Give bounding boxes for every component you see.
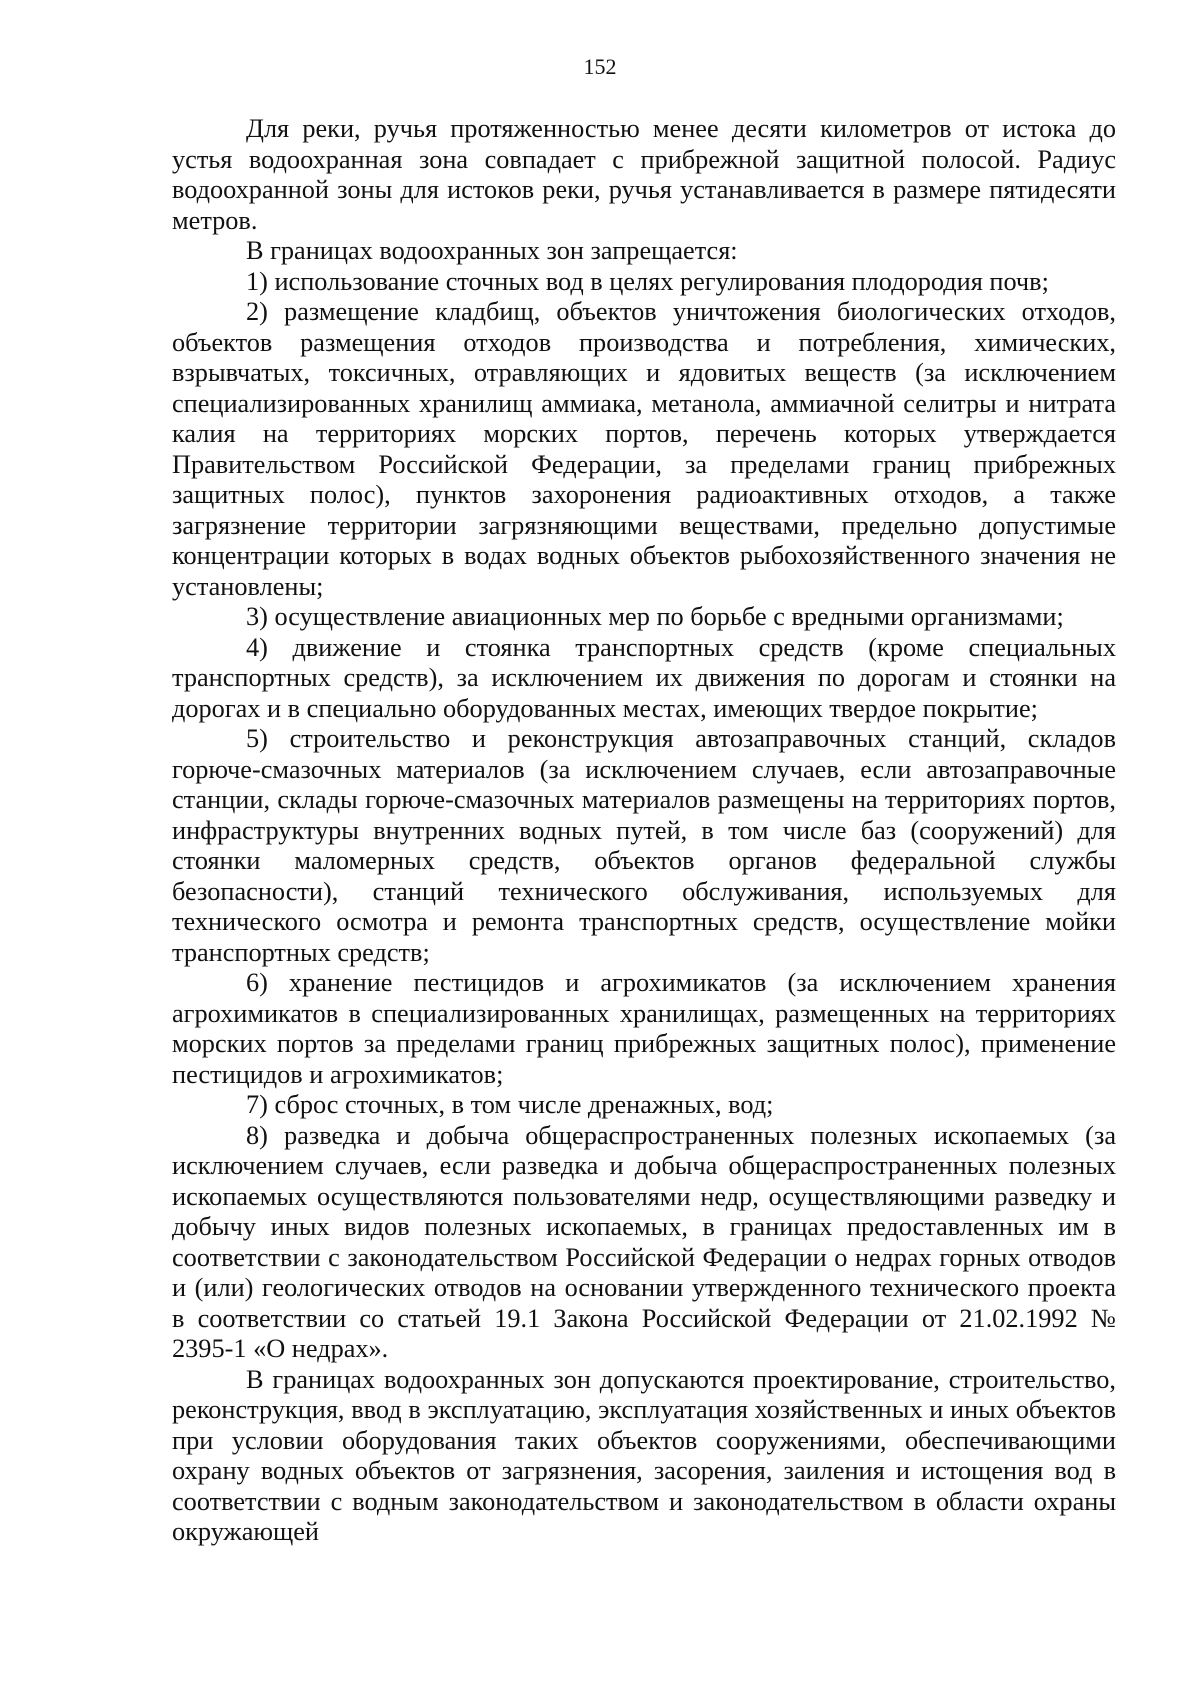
page-number: 152	[583, 54, 617, 79]
paragraph-prohibitions-heading: В границах водоохранных зон запрещается:	[246, 236, 738, 265]
paragraph-river-water-protection-zone: Для реки, ручья протяженностью менее десяти километров от истока до устья водоохранная зона совпадает с прибрежной защитной полосой. Радиус водоохранной зоны для истоков реки, ручья устанавливается в размере пятидесяти метров.	[172, 114, 1116, 235]
list-item-3: 3) осуществление авиационных мер по борьбе с вредными организмами;	[246, 602, 1064, 631]
document-body	[172, 114, 1116, 1548]
list-item-6: 6) хранение пестицидов и агрохимикатов (за исключением хранения агрохимикатов в специализированных хранилищах, размещенных на территориях морских портов за пределами границ прибрежных защитных полос), применение пестицидов и агрохимикатов;	[172, 968, 1116, 1089]
list-item-1: 1) использование сточных вод в целях регулирования плодородия почв;	[246, 266, 1049, 296]
list-item-2: 2) размещение кладбищ, объектов уничтожения биологических отходов, объектов размещения отходов производства и потребления, химических, взрывчатых, токсичных, отравляющих и ядовитых веществ (за исключением специализированных хранилищ аммиака, метанола, аммиачной селитры и нитрата калия на территориях морских портов, перечень которых утверждается Правительством Российской Федерации, за пределами границ прибрежных защитных полос), пунктов захоронения радиоактивных отходов, а также загрязнение территории загрязняющими веществами, предельно допустимые концентрации которых в водах водных объектов рыбохозяйственного значения не установлены;	[172, 297, 1116, 601]
list-item-8: 8) разведка и добыча общераспространенных полезных ископаемых (за исключением случаев, если разведка и добыча общераспространенных полезных ископаемых осуществляются пользователями недр, осуществляющими разведку и добычу иных видов полезных ископаемых, в границах предоставленных им в соответствии с законодательством Российской Федерации о недрах горных отводов и (или) геологических отводов на основании утвержденного технического проекта в соответствии со статьей 19.1 Закона Российской Федерации от 21.02.1992 № 2395-1 «О недрах».	[172, 1120, 1116, 1363]
list-item-5: 5) строительство и реконструкция автозаправочных станций, складов горюче-смазочных материалов (за исключением случаев, если автозаправочные станции, склады горюче-смазочных материалов размещены на территориях портов, инфраструктуры внутренних водных путей, в том числе баз (сооружений) для стоянки маломерных средств, объектов органов федеральной службы безопасности), станций технического обслуживания, используемых для технического осмотра и ремонта транспортных средств, осуществление мойки транспортных средств;	[172, 724, 1116, 967]
list-item-7: 7) сброс сточных, в том числе дренажных, вод;	[246, 1090, 774, 1119]
paragraph-permitted-activities: В границах водоохранных зон допускаются проектирование, строительство, реконструкция, ввод в эксплуатацию, эксплуатация хозяйственных и иных объектов при условии оборудования таких объектов сооружениями, обеспечивающими охрану водных объектов от загрязнения, засорения, заиления и истощения вод в соответствии с водным законодательством и законодательством в области охраны окружающей	[172, 1364, 1116, 1546]
list-item-4: 4) движение и стоянка транспортных средств (кроме специальных транспортных средств), за исключением их движения по дорогам и стоянки на дорогах и в специально оборудованных местах, имеющих твердое покрытие;	[172, 632, 1116, 723]
